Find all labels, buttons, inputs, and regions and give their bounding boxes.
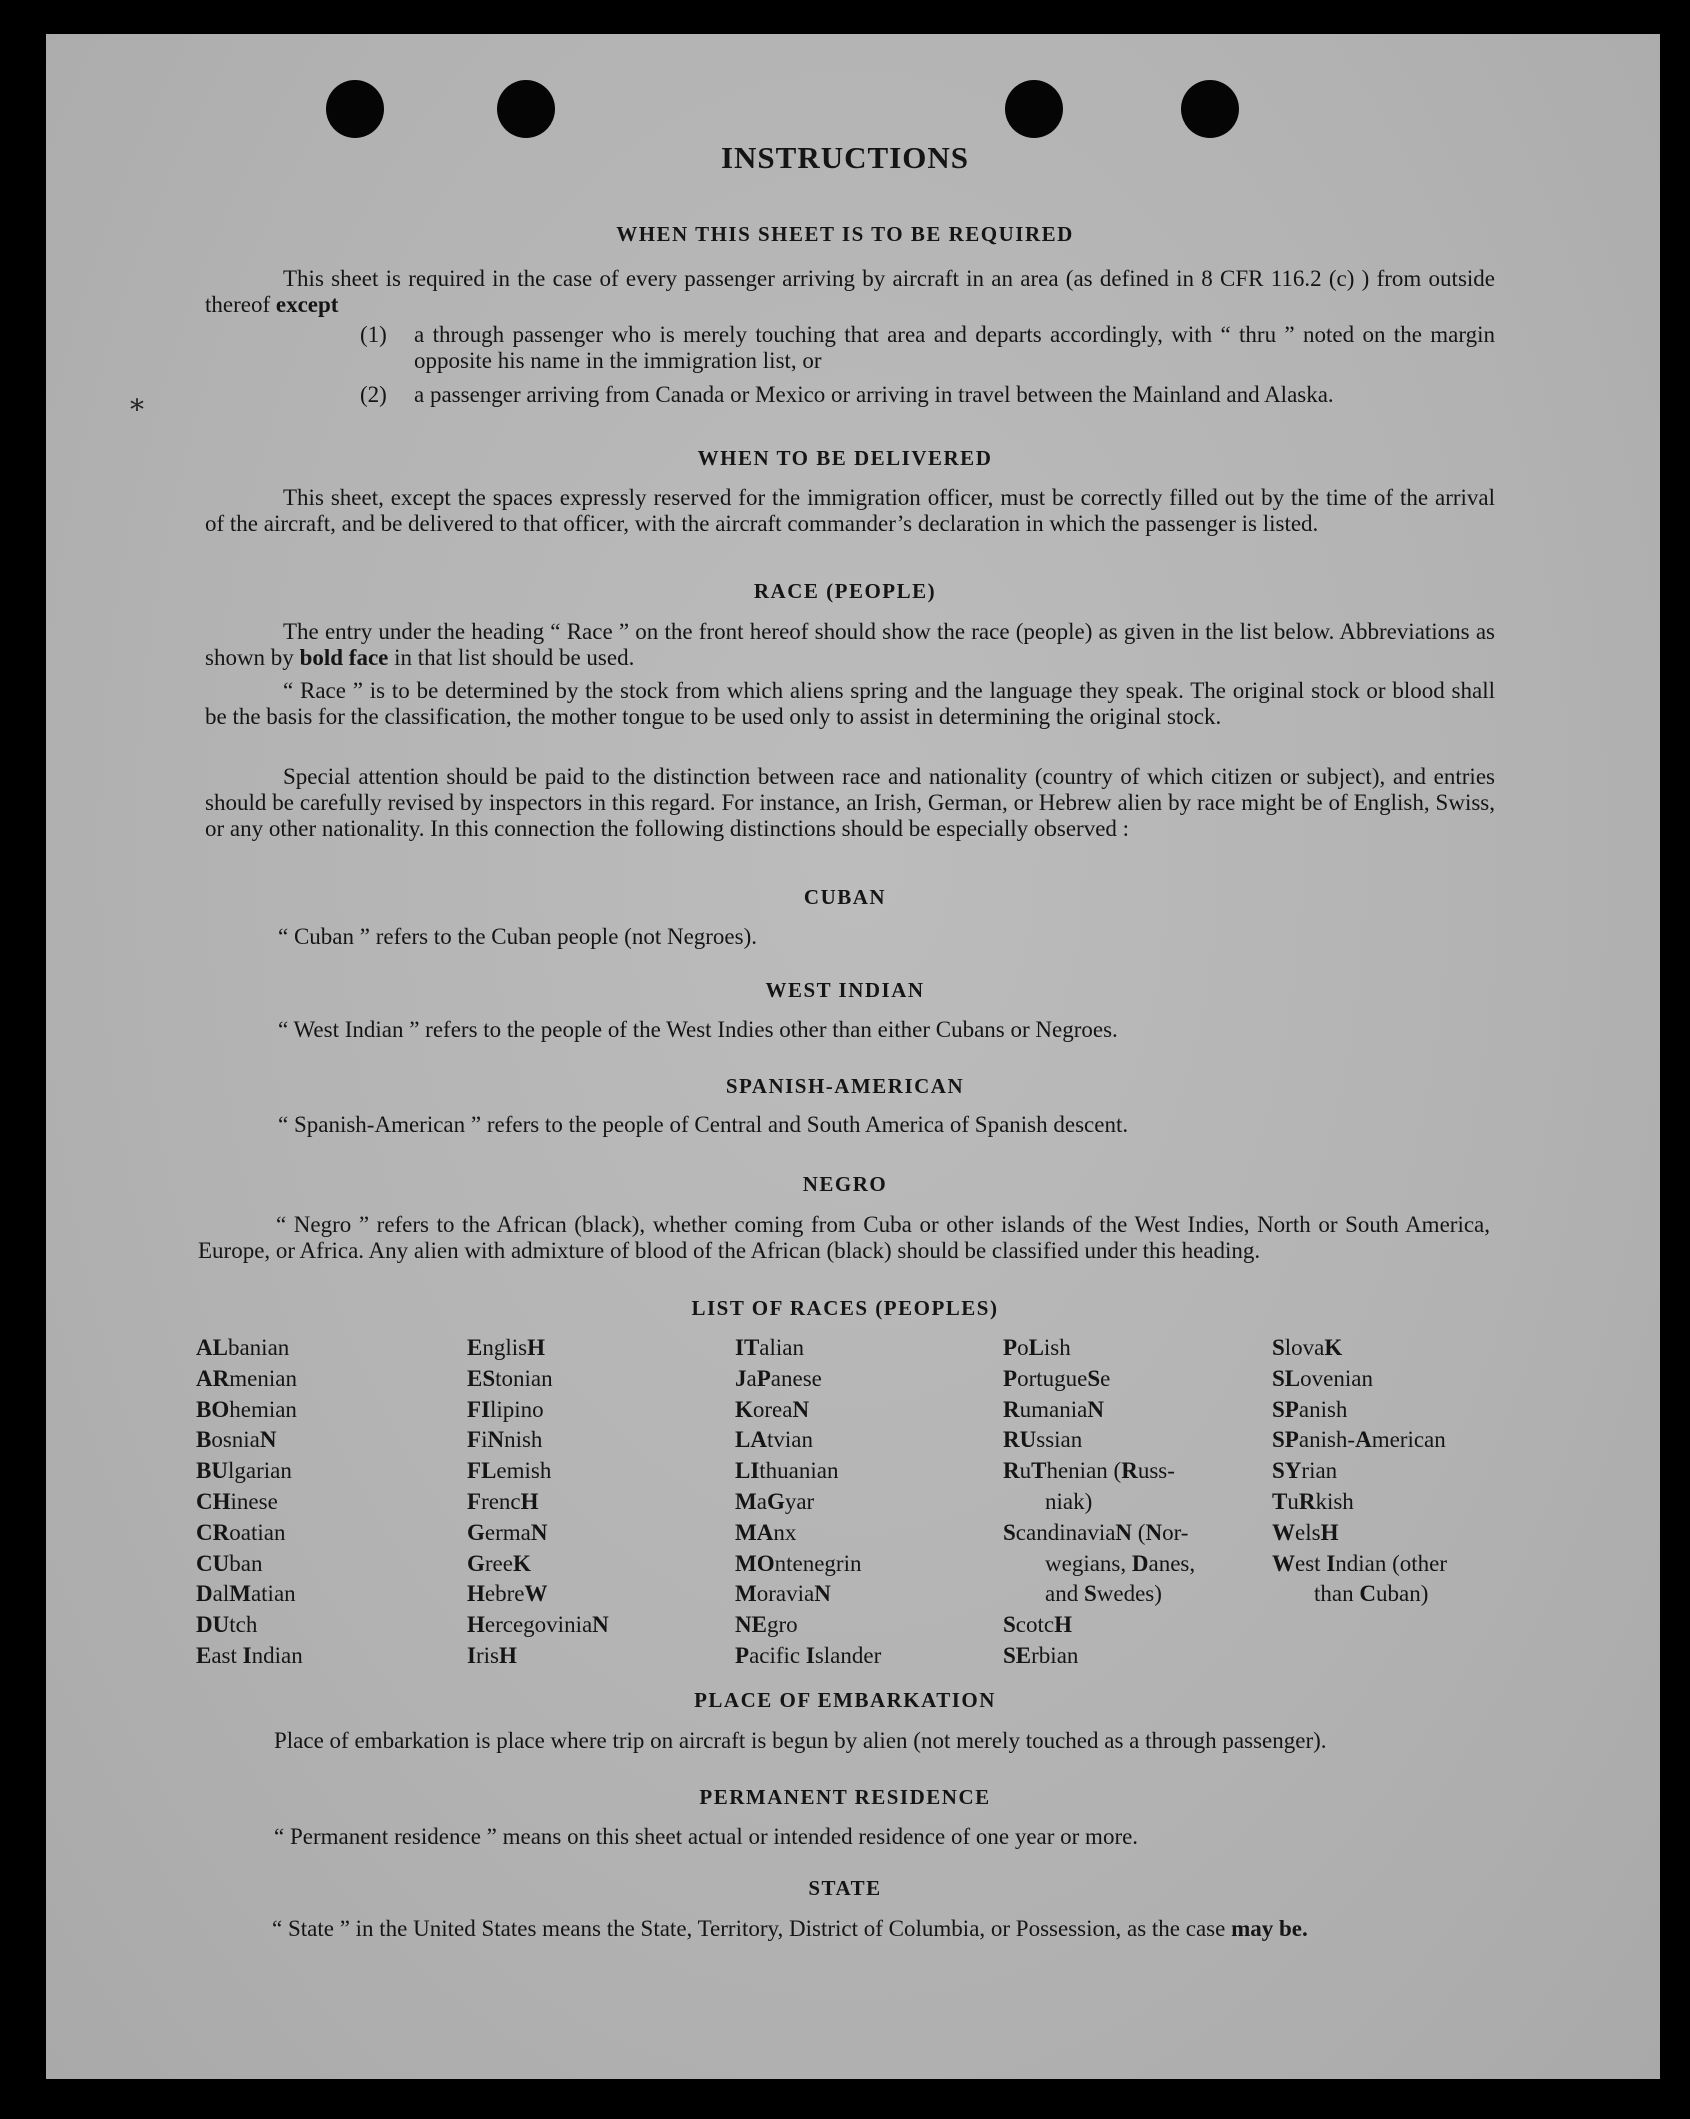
- section-heading-west-indian: WEST INDIAN: [765, 978, 925, 1002]
- race-entry: FLemish: [467, 1458, 552, 1484]
- race-entry: EStonian: [467, 1365, 553, 1391]
- section-heading-race: RACE (PEOPLE): [753, 579, 937, 603]
- race-entry: FiNnish: [467, 1427, 543, 1453]
- race-column-4: [1003, 1333, 1195, 1672]
- punch-hole: [1005, 80, 1063, 138]
- race-entry: HercegoviniaN: [467, 1612, 609, 1638]
- punch-hole: [497, 80, 555, 138]
- race-entry: NEgro: [735, 1612, 798, 1638]
- race-entry: HebreW: [467, 1581, 548, 1607]
- race-entry: IrisH: [467, 1642, 517, 1668]
- race-entry: WelsH: [1272, 1519, 1339, 1545]
- definition-west-indian: “ West Indian ” refers to the people of the West Indies other than either Cubans or Negroes.: [278, 1017, 1118, 1042]
- paragraph-required: This sheet is required in the case of every passenger arriving by aircraft in an area (as defined in 8 CFR 116.2 (c) ) from outside thereof except: [205, 266, 1495, 317]
- race-entry: SYrian: [1272, 1458, 1338, 1484]
- race-entry: DalMatian: [196, 1581, 296, 1607]
- race-entry: GermaN: [467, 1519, 548, 1545]
- race-entry: RuThenian (Russ-: [1003, 1458, 1175, 1484]
- paragraph-race-3: Special attention should be paid to the distinction between race and nationality (country of which citizen or subject), and entries should be carefully revised by inspectors in this regard. For instance, an Irish, German, or Hebrew alien by race might be of English, Swiss, or any other nationality. In this connection the following distinctions should be especially observed :: [205, 764, 1495, 841]
- race-entry: SPanish-American: [1272, 1427, 1446, 1453]
- paragraph-embarkation: Place of embarkation is place where trip on aircraft is begun by alien (not merely touched as a through passenger).: [274, 1728, 1327, 1753]
- race-entry: LAtvian: [735, 1427, 813, 1453]
- race-entry: Pacific Islander: [735, 1642, 882, 1668]
- race-entry: CRoatian: [196, 1519, 286, 1545]
- punch-hole: [1181, 80, 1239, 138]
- race-entry: BUlgarian: [196, 1458, 292, 1484]
- section-heading-spanish-american: SPANISH-AMERICAN: [725, 1074, 965, 1098]
- exception-item-2: (2) a passenger arriving from Canada or Mexico or arriving in travel between the Mainland and Alaska.: [360, 382, 1334, 407]
- section-heading-required: WHEN THIS SHEET IS TO BE REQUIRED: [616, 222, 1074, 246]
- race-entry: SlovaK: [1272, 1335, 1343, 1360]
- race-entry: FIlipino: [467, 1396, 544, 1422]
- race-entry: ScotcH: [1003, 1612, 1072, 1638]
- race-entry: LIthuanian: [735, 1458, 839, 1484]
- race-entry: ScandinaviaN (Nor-: [1003, 1519, 1189, 1545]
- race-entry: ALbanian: [196, 1335, 290, 1360]
- race-column-5: [1272, 1333, 1447, 1610]
- definition-cuban: “ Cuban ” refers to the Cuban people (not Negroes).: [278, 924, 758, 949]
- race-entry: SErbian: [1003, 1642, 1079, 1668]
- race-list: [150, 1333, 1500, 1703]
- race-entry: RUssian: [1003, 1427, 1083, 1453]
- race-entry: West Indian (other: [1272, 1550, 1448, 1576]
- race-column-3: [735, 1333, 881, 1672]
- section-heading-residence: PERMANENT RESIDENCE: [699, 1785, 991, 1809]
- paragraph-state: “ State ” in the United States means the State, Territory, District of Columbia, or Possession, as the case may be.: [272, 1916, 1308, 1941]
- section-heading-cuban: CUBAN: [803, 885, 887, 909]
- race-entry: wegians, Danes,: [1045, 1550, 1196, 1576]
- section-heading-embarkation: PLACE OF EMBARKATION: [694, 1688, 996, 1712]
- race-entry: East Indian: [196, 1642, 303, 1668]
- race-entry: MaGyar: [735, 1488, 815, 1514]
- race-entry: MoraviaN: [735, 1581, 831, 1607]
- section-heading-races: LIST OF RACES (PEOPLES): [691, 1296, 999, 1320]
- race-entry: MAnx: [735, 1519, 797, 1545]
- race-entry: ITalian: [735, 1335, 804, 1360]
- handwritten-mark: ⁎: [130, 386, 144, 417]
- race-entry: MOntenegrin: [735, 1550, 862, 1576]
- race-entry: RumaniaN: [1003, 1396, 1104, 1422]
- race-entry: SLovenian: [1272, 1365, 1373, 1391]
- section-heading-negro: NEGRO: [802, 1172, 888, 1196]
- race-column-2: [467, 1333, 609, 1672]
- race-entry: EnglisH: [467, 1335, 545, 1360]
- race-entry: SPanish: [1272, 1396, 1348, 1422]
- definition-spanish-american: “ Spanish-American ” refers to the people of Central and South America of Spanish descent.: [278, 1112, 1129, 1137]
- page-title: INSTRUCTIONS: [720, 140, 969, 175]
- race-entry: FrencH: [467, 1488, 539, 1514]
- race-entry: CHinese: [196, 1488, 278, 1514]
- race-entry: DUtch: [196, 1612, 258, 1638]
- race-entry: BOhemian: [196, 1396, 297, 1422]
- race-entry: GreeK: [467, 1550, 531, 1576]
- paragraph-race-1: The entry under the heading “ Race ” on the front hereof should show the race (people) as given in the list below. Abbreviations as shown by bold face in that list should be used.: [205, 619, 1495, 670]
- race-entry: ARmenian: [196, 1365, 297, 1391]
- race-entry: TuRkish: [1272, 1488, 1354, 1514]
- race-entry: CUban: [196, 1550, 263, 1576]
- race-entry: and Swedes): [1045, 1581, 1162, 1607]
- paragraph-delivered: This sheet, except the spaces expressly reserved for the immigration officer, must be correctly filled out by the time of the arrival of the aircraft, and be delivered to that officer, with the aircraft commander’s declaration in which the passenger is listed.: [205, 485, 1495, 536]
- race-entry: KoreaN: [735, 1396, 810, 1422]
- punch-hole: [326, 80, 384, 138]
- race-entry: JaPanese: [735, 1365, 822, 1391]
- race-entry: than Cuban): [1314, 1581, 1429, 1607]
- race-entry: PoLish: [1003, 1335, 1071, 1360]
- definition-negro: “ Negro ” refers to the African (black), whether coming from Cuba or other islands of the West Indies, North or South America, Europe, or Africa. Any alien with admixture of blood of the African (black) should be classified under this heading.: [198, 1212, 1490, 1263]
- section-heading-delivered: WHEN TO BE DELIVERED: [697, 446, 993, 470]
- paragraph-residence: “ Permanent residence ” means on this sheet actual or intended residence of one year or more.: [274, 1824, 1139, 1849]
- section-heading-state: STATE: [808, 1876, 882, 1900]
- race-column-1: [196, 1333, 303, 1672]
- race-entry: BosniaN: [196, 1427, 277, 1453]
- race-entry: niak): [1045, 1488, 1093, 1514]
- paragraph-race-2: “ Race ” is to be determined by the stock from which aliens spring and the language they speak. The original stock or blood shall be the basis for the classification, the mother tongue to be used only to assist in determining the original stock.: [205, 678, 1495, 729]
- race-entry: PortugueSe: [1003, 1365, 1111, 1391]
- exception-item-1: (1) a through passenger who is merely touching that area and departs accordingly, with “ thru ” noted on the margin opposite his name in the immigration list, or: [360, 322, 1495, 373]
